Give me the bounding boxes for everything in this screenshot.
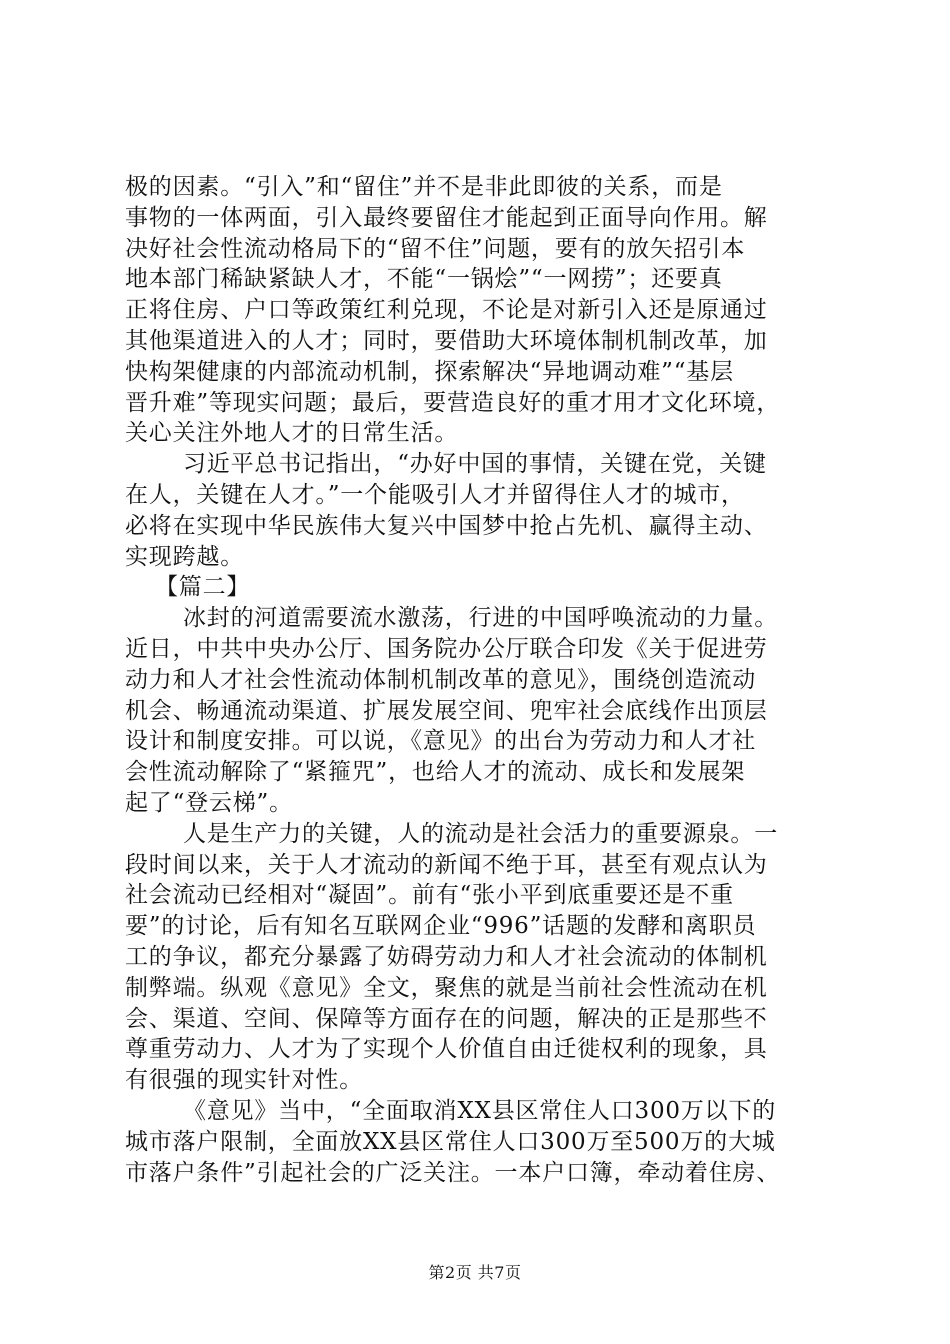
paragraph-start-line: 人是生产力的关键，人的流动是社会活力的重要源泉。一 [183,820,778,847]
text-line: 段时间以来，关于人才流动的新闻不绝于耳，甚至有观点认为 [125,851,768,878]
text-line: 事物的一体两面，引入最终要留住才能起到正面导向作用。解 [125,204,768,231]
text-line: 尊重劳动力、人才为了实现个人价值自由迁徙权利的现象，具 [125,1036,768,1063]
text-line: 制弊端。纵观《意见》全文，聚焦的就是当前社会性流动在机 [125,974,768,1001]
text-line: 工的争议，都充分暴露了妨碍劳动力和人才社会流动的体制机 [125,943,768,970]
text-line: 市落户条件”引起社会的广泛关注。一本户口簿，牵动着住房、 [125,1159,781,1186]
text-line: 近日，中共中央办公厅、国务院办公厅联合印发《关于促进劳 [125,635,768,662]
text-line: 关心关注外地人才的日常生活。 [125,420,459,447]
text-line: 机会、畅通流动渠道、扩展发展空间、兜牢社会底线作出顶层 [125,697,768,724]
paragraph-start-line: 冰封的河道需要流水激荡，行进的中国呼唤流动的力量。 [183,605,778,632]
text-line: 会性流动解除了“紧箍咒”，也给人才的流动、成长和发展架 [125,759,746,786]
text-line: 晋升难”等现实问题；最后，要营造良好的重才用才文化环境， [125,389,781,416]
text-line: 决好社会性流动格局下的“留不住”问题，要有的放矢招引本 [125,235,746,262]
text-line: 城市落户限制，全面放XX县区常住人口300万至500万的大城 [125,1128,776,1155]
text-line: 会、渠道、空间、保障等方面存在的问题，解决的正是那些不 [125,1005,768,1032]
text-line: 要”的讨论，后有知名互联网企业“996”话题的发酵和离职员 [125,913,757,940]
text-line: 设计和制度安排。可以说，《意见》的出台为劳动力和人才社 [125,728,757,755]
text-line: 实现跨越。 [125,543,244,570]
section-heading: 【篇二】 [155,574,251,601]
text-line: 极的因素。“引入”和“留住”并不是非此即彼的关系，而是 [125,174,723,200]
document-body [125,172,845,1188]
text-line: 正将住房、户口等政策红利兑现，不论是对新引入还是原通过 [125,297,768,324]
text-line: 社会流动已经相对“凝固”。前有“张小平到底重要还是不重 [125,882,734,909]
text-line: 起了“登云梯”。 [125,789,293,816]
page-number-footer: 第2页 共7页 [428,1263,522,1282]
text-line: 快构架健康的内部流动机制，探索解决“异地调动难”“基层 [125,358,734,385]
text-line: 地本部门稀缺紧缺人才，不能“一锅烩”“一网捞”；还要真 [125,266,723,293]
text-line: 在人，关键在人才。”一个能吸引人才并留得住人才的城市， [125,481,745,508]
text-line: 其他渠道进入的人才；同时，要借助大环境体制机制改革，加 [125,327,768,354]
paragraph-start-line: 习近平总书记指出，“办好中国的事情，关键在党，关键 [183,451,767,478]
text-line: 有很强的现实针对性。 [125,1067,363,1094]
paragraph-start-line: 《意见》当中，“全面取消XX县区常住人口300万以下的 [183,1097,777,1124]
text-line: 必将在实现中华民族伟大复兴中国梦中抢占先机、赢得主动、 [125,512,768,539]
text-line: 动力和人才社会性流动体制机制改革的意见》，围绕创造流动 [125,666,757,693]
